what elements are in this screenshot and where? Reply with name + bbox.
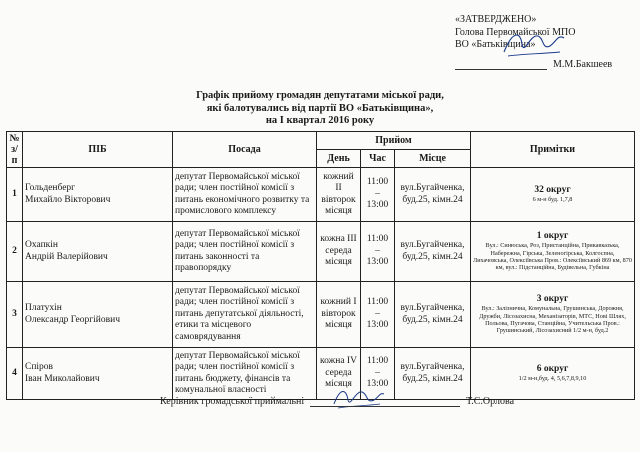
reception-time: [361, 222, 395, 282]
deputy-position: депутат Первомайської міської ради; член постійної комісії з питань бюджету, фінансів та комунальної власності: [173, 348, 317, 400]
district-note: [471, 282, 635, 348]
district-note: [471, 168, 635, 222]
district-title: 6 округ: [536, 364, 569, 375]
approval-signature-line: [455, 59, 633, 70]
reception-place: вул.Бугайченка, буд.25, кімн.24: [395, 282, 471, 348]
deputy-name: [23, 282, 173, 348]
reception-day: кожний I вівторок місяця: [317, 282, 361, 348]
reception-place: вул.Бугайченка, буд.25, кімн.24: [395, 168, 471, 222]
time-dash: –: [375, 367, 380, 378]
row-number: 1: [7, 168, 23, 222]
district-title: 32 округ: [534, 185, 571, 196]
district-streets: Вул.: Синюська, Роз, Пристанційна, Прикавказька, Набережна, Гірська, Зеленогірська, Колгоспна, Лихачовська, Олексіївська Пров.: Олексіївський 869 км, 870 км, вул.: Підстанційна, Будівельна, Губкіна: [473, 242, 632, 272]
reception-time: [361, 168, 395, 222]
deputy-name: [23, 348, 173, 400]
approval-org: Голова Первомайської МПО: [455, 26, 576, 38]
time-start: 11:00: [366, 297, 389, 308]
time-dash: –: [375, 308, 380, 319]
table-row: [7, 282, 635, 348]
reception-place: вул.Бугайченка, буд.25, кімн.24: [395, 348, 471, 400]
district-title: 1 округ: [536, 231, 569, 242]
time-dash: –: [375, 245, 380, 256]
document-title: [140, 90, 500, 128]
header-notes: Примітки: [471, 132, 635, 168]
deputy-position: депутат Первомайської міської ради; член постійної комісії з питань економічного розвитку та промислового комплексу: [173, 168, 317, 222]
reception-day: кожна IV середа місяця: [317, 348, 361, 400]
table-row: [7, 222, 635, 282]
approval-party: ВО «Батьківщина»: [455, 39, 536, 50]
row-number: 3: [7, 282, 23, 348]
deputy-name: [23, 168, 173, 222]
deputy-given-names: Іван Миколайович: [25, 373, 100, 384]
time-end: 13:00: [366, 379, 389, 390]
district-note: [471, 348, 635, 400]
time-end: 13:00: [366, 257, 389, 268]
approval-signature: [498, 24, 568, 62]
deputy-surname: Гольденберг: [25, 183, 76, 193]
reception-time: [361, 282, 395, 348]
reception-day: кожна III середа місяця: [317, 222, 361, 282]
time-start: 11:00: [366, 356, 389, 367]
schedule-table: [6, 131, 635, 400]
header-day: День: [317, 150, 361, 168]
deputy-surname: Спіров: [25, 362, 54, 372]
time-dash: –: [375, 188, 380, 199]
deputy-surname: Платухін: [25, 303, 62, 313]
header-place: Місце: [395, 150, 471, 168]
district-note: [471, 222, 635, 282]
reception-day: кожний II вівторок місяця: [317, 168, 361, 222]
district-streets: 6 м-н буд. 1,7,8: [532, 196, 573, 204]
time-start: 11:00: [366, 234, 389, 245]
time-end: 13:00: [366, 320, 389, 331]
district-title: 3 округ: [536, 294, 569, 305]
footer-signature-line: [160, 396, 580, 407]
signature-rule: [455, 61, 547, 70]
deputy-position: депутат Первомайської міської ради; член постійної комісії з питань законності та правопорядку: [173, 222, 317, 282]
title-line-3: на I квартал 2016 року: [265, 115, 375, 126]
deputy-surname: Охапкін: [25, 240, 58, 250]
district-streets: 1/2 м-н,буд. 4, 5,6,7,8,9,10: [518, 375, 587, 383]
header-number: № з/п: [7, 132, 23, 168]
reception-place: вул.Бугайченка, буд.25, кімн.24: [395, 222, 471, 282]
header-position: Посада: [173, 132, 317, 168]
row-number: 2: [7, 222, 23, 282]
district-streets: Вул.: Залізнична, Комунальна, Грушинська, Дорожня, Дружби, Лісозахисна, Механізаторів, МТС, Нові Шлях, Польова, Пугачова, Станційна, Учительська Пров.: Грушинський, Лісозахисний 1/2 м-н, буд.2: [479, 305, 626, 335]
table-row: [7, 348, 635, 400]
deputy-given-names: Олександр Георгійович: [25, 314, 120, 325]
title-line-2: які балотувались від партії ВО «Батьківщина»,: [206, 102, 434, 114]
signature-rule: [310, 398, 460, 407]
header-hour: Час: [361, 150, 395, 168]
approval-heading: «ЗАТВЕРДЖЕНО»: [455, 14, 537, 25]
header-name: ПІБ: [23, 132, 173, 168]
time-end: 13:00: [366, 200, 389, 211]
header-reception: Прийом: [317, 132, 471, 150]
deputy-name: [23, 222, 173, 282]
deputy-position: депутат Первомайської міської ради; член постійної комісії з питань депутатської діяльності, етики та місцевого самоврядування: [173, 282, 317, 348]
deputy-given-names: Андрій Валерійович: [25, 251, 108, 262]
footer-signatory: Т.С.Орлова: [466, 396, 515, 407]
table-row: [7, 168, 635, 222]
time-start: 11:00: [366, 177, 389, 188]
approval-signatory: М.М.Бакшеев: [553, 59, 613, 70]
deputy-given-names: Михайло Вікторович: [25, 194, 111, 205]
row-number: 4: [7, 348, 23, 400]
title-line-1: Графік прийому громадян депутатами міської ради,: [196, 90, 444, 101]
footer-role: Керівник громадської приймальні: [160, 396, 305, 407]
